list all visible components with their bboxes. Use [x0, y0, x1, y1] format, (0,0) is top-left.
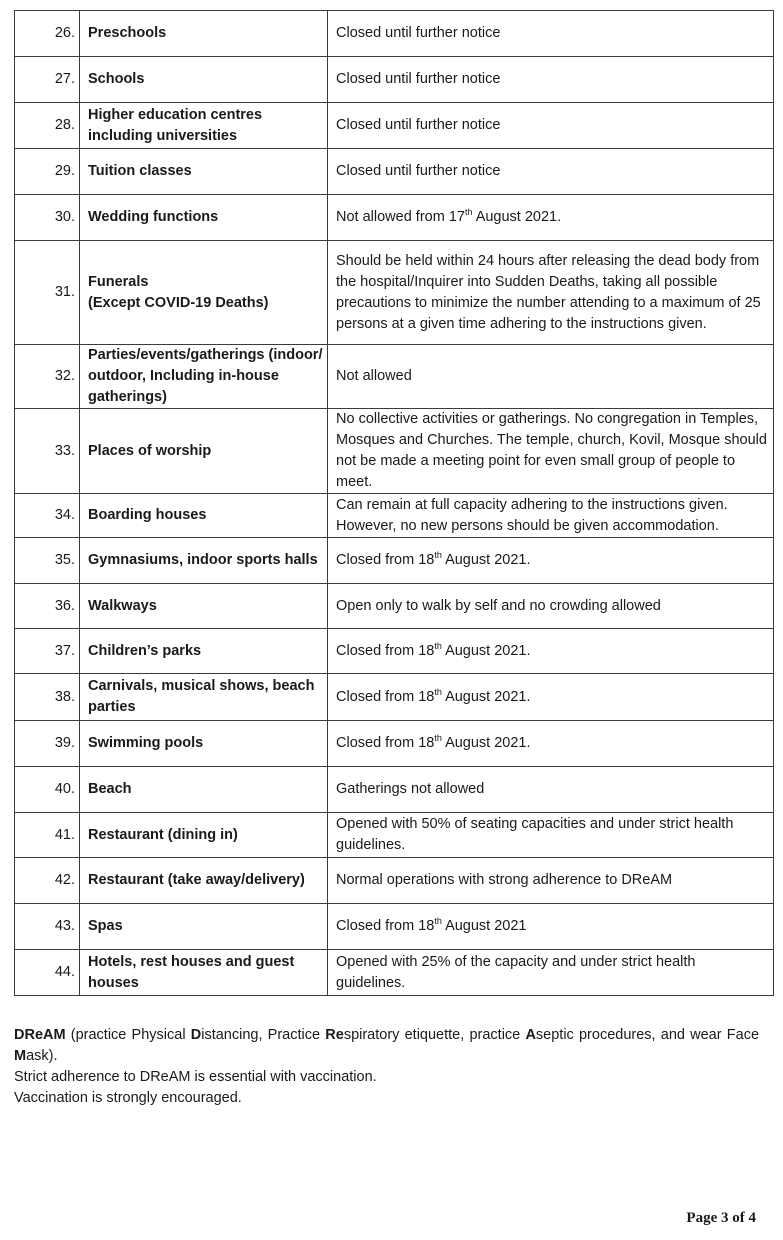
status-text: August 2021.: [441, 688, 531, 705]
status-cell: [328, 103, 774, 149]
table-row: [15, 494, 774, 538]
status-cell: [328, 721, 774, 767]
dream-letter: D: [190, 1027, 202, 1043]
row-number: 39.: [15, 721, 80, 767]
activity-name: Walkways: [88, 597, 157, 614]
activity-name: Beach: [88, 781, 132, 797]
status-cell: [328, 195, 774, 241]
activity-name: Children’s parks: [88, 642, 202, 659]
status-text: August 2021.: [472, 209, 562, 225]
status-cell: [328, 149, 774, 195]
activity-cell: [80, 195, 328, 241]
ordinal-suffix: th: [434, 916, 442, 927]
table-row: [15, 103, 774, 149]
status-cell: [328, 858, 774, 904]
row-number: 43.: [15, 904, 80, 950]
table-row: [15, 195, 774, 241]
status-cell: [328, 584, 774, 629]
status-cell: [328, 629, 774, 674]
table-row: [15, 584, 774, 629]
ordinal-suffix: th: [434, 733, 442, 744]
activity-name: Schools: [88, 71, 145, 87]
dream-acronym: DReAM: [14, 1027, 66, 1043]
status-cell: [328, 950, 774, 996]
page-number: Page 3 of 4: [686, 1210, 756, 1226]
status-text: Not allowed from 17: [336, 209, 465, 225]
activity-cell: [80, 813, 328, 858]
activity-name: Places of worship: [88, 442, 212, 459]
table-row: [15, 813, 774, 858]
row-number: 29.: [15, 149, 80, 195]
dream-letter: Re: [325, 1027, 344, 1043]
status-cell: [328, 409, 774, 494]
status-text: Closed until further notice: [336, 25, 501, 41]
activity-cell: [80, 409, 328, 494]
activity-name: Gymnasiums, indoor sports halls: [88, 552, 318, 568]
vaccination-encouraged-note: Vaccination is strongly encouraged.: [14, 1090, 242, 1106]
dream-letter: M: [14, 1048, 27, 1064]
status-cell: [328, 767, 774, 813]
footnote: [14, 1025, 759, 1109]
activity-cell: [80, 11, 328, 57]
dream-text: ask).: [26, 1048, 58, 1064]
ordinal-suffix: th: [434, 686, 442, 697]
table-row: [15, 57, 774, 103]
table-row: [15, 721, 774, 767]
table-row: [15, 767, 774, 813]
activity-name: Hotels, rest houses and guest houses: [88, 953, 295, 991]
table-row: [15, 858, 774, 904]
activity-cell: [80, 584, 328, 629]
activity-cell: [80, 721, 328, 767]
row-number: 30.: [15, 195, 80, 241]
status-cell: [328, 241, 774, 345]
status-cell: [328, 57, 774, 103]
activity-cell: [80, 103, 328, 149]
status-text: Closed until further notice: [336, 117, 501, 133]
row-number: 38.: [15, 674, 80, 721]
status-cell: [328, 904, 774, 950]
dream-definition: [14, 1025, 759, 1067]
row-number: 41.: [15, 813, 80, 858]
table-row: [15, 629, 774, 674]
status-cell: [328, 538, 774, 584]
dream-text: septic procedures, and wear Face: [535, 1027, 760, 1043]
status-text: No collective activities or gatherings. No congregation in Temples, Mosques and Churches. The temple, church, Kovil, Mosque should not be made a meeting point for even small group of people to meet.: [336, 411, 767, 490]
status-cell: [328, 345, 774, 409]
status-text: August 2021.: [441, 735, 531, 751]
activity-name: Carnivals, musical shows, beach parties: [88, 678, 315, 715]
activity-cell: [80, 149, 328, 195]
activity-cell: [80, 904, 328, 950]
activity-cell: [80, 858, 328, 904]
activity-cell: [80, 241, 328, 345]
activity-cell: [80, 950, 328, 996]
activity-cell: [80, 494, 328, 538]
row-number: 35.: [15, 538, 80, 584]
dream-letter: A: [525, 1027, 536, 1043]
table-row: [15, 11, 774, 57]
table-row: [15, 149, 774, 195]
table-row: [15, 241, 774, 345]
table-row: [15, 538, 774, 584]
activity-name: Wedding functions: [88, 209, 219, 225]
activity-cell: [80, 538, 328, 584]
activity-name: Parties/events/gatherings (indoor/ outdoor, Including in-house gatherings): [88, 347, 323, 405]
activity-name: Boarding houses: [88, 507, 207, 523]
status-text: Open only to walk by self and no crowding allowed: [336, 597, 661, 614]
status-text: Closed until further notice: [336, 163, 501, 179]
status-text: Closed from 18: [336, 552, 435, 568]
activity-name: Swimming pools: [88, 735, 204, 751]
row-number: 40.: [15, 767, 80, 813]
row-number: 37.: [15, 629, 80, 674]
status-text: Closed until further notice: [336, 71, 501, 87]
table-row: [15, 409, 774, 494]
row-number: 26.: [15, 11, 80, 57]
ordinal-suffix: th: [434, 640, 442, 651]
status-text: August 2021.: [441, 642, 531, 659]
row-number: 44.: [15, 950, 80, 996]
activity-cell: [80, 767, 328, 813]
activity-name: Preschools: [88, 25, 167, 41]
activity-cell: [80, 57, 328, 103]
status-cell: [328, 11, 774, 57]
status-text: Closed from 18: [336, 918, 435, 934]
table-row: [15, 674, 774, 721]
ordinal-suffix: th: [434, 550, 442, 561]
status-cell: [328, 813, 774, 858]
table-row: [15, 345, 774, 409]
activity-cell: [80, 629, 328, 674]
activity-name: Spas: [88, 918, 123, 934]
status-cell: [328, 674, 774, 721]
table-row: [15, 950, 774, 996]
table-row: [15, 904, 774, 950]
activity-name: Tuition classes: [88, 163, 192, 179]
activity-note: (Except COVID-19 Deaths): [88, 294, 269, 311]
row-number: 33.: [15, 409, 80, 494]
restrictions-table: [14, 10, 774, 996]
row-number: 32.: [15, 345, 80, 409]
row-number: 36.: [15, 584, 80, 629]
row-number: 31.: [15, 241, 80, 345]
status-text: Closed from 18: [336, 688, 435, 705]
activity-name: Restaurant (take away/delivery): [88, 872, 305, 888]
dream-text: (practice Physical: [65, 1027, 191, 1043]
status-text: Should be held within 24 hours after releasing the dead body from the hospital/Inquirer into Sudden Deaths, taking all possible precautions to minimize the number attending to a maximum of 25 persons at a given time adhering to the instructions given.: [336, 252, 761, 332]
restrictions-table-body: [15, 11, 774, 996]
ordinal-suffix: th: [464, 207, 473, 218]
row-number: 42.: [15, 858, 80, 904]
row-number: 27.: [15, 57, 80, 103]
status-cell: [328, 494, 774, 538]
status-text: Not allowed: [336, 368, 412, 384]
activity-name: Funerals: [88, 273, 149, 290]
status-text: Normal operations with strong adherence to DReAM: [336, 872, 673, 888]
activity-name: Higher education centres including universities: [88, 106, 263, 144]
status-text: Gatherings not allowed: [336, 781, 485, 797]
status-text: Can remain at full capacity adhering to the instructions given. However, no new persons should be given accommodation.: [336, 496, 728, 534]
status-text: August 2021: [441, 918, 527, 934]
row-number: 34.: [15, 494, 80, 538]
status-text: Closed from 18: [336, 642, 435, 659]
activity-name: Restaurant (dining in): [88, 826, 238, 843]
activity-cell: [80, 674, 328, 721]
dream-text: istancing, Practice: [201, 1027, 326, 1043]
status-text: August 2021.: [441, 552, 531, 568]
status-text: Opened with 50% of seating capacities and under strict health guidelines.: [336, 816, 734, 853]
status-text: Closed from 18: [336, 735, 435, 751]
dream-text: spiratory etiquette, practice: [343, 1027, 526, 1043]
vaccination-adherence-note: Strict adherence to DReAM is essential with vaccination.: [14, 1069, 377, 1085]
activity-cell: [80, 345, 328, 409]
status-text: Opened with 25% of the capacity and under strict health guidelines.: [336, 953, 696, 991]
row-number: 28.: [15, 103, 80, 149]
